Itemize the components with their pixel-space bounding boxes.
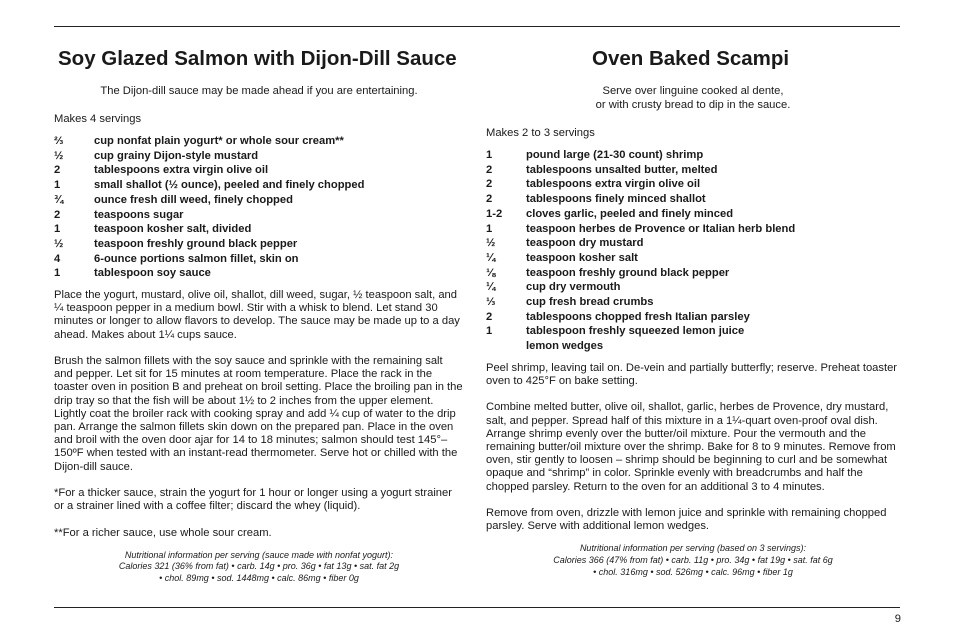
ingredient-quantity: 2 — [486, 163, 493, 176]
direction-paragraph: Brush the salmon fillets with the soy sauce and sprinkle with the remaining salt and pepper. Let sit for 15 minutes at room temperature. Place the rack in the toaster oven in position B and preheat on broil setting. Place the broiling pan in the drip tray so that the fish will be about 1½ to 2 inches from the upper element. Lightly coat the broiler rack with cooking spray and add ¼ cup of water to the drip pan. Arrange the salmon fillets skin down on the prepared pan. Place in the oven and broil with the oven door ajar for 14 to 18 minutes; salmon should test 145°–150ºF when tested with an instant-read thermometer. Serve hot or chilled with the Dijon-dill sauce. — [54, 355, 463, 473]
ingredient-quantity: ¼ — [486, 281, 496, 294]
ingredient-row — [486, 266, 900, 281]
ingredient-text: teaspoons sugar — [94, 208, 184, 221]
ingredient-row — [486, 295, 900, 310]
scampi-recipe-intro — [486, 84, 900, 112]
ingredient-quantity: ¾ — [54, 193, 64, 206]
ingredient-quantity: 1 — [486, 325, 493, 338]
ingredient-text: teaspoon dry mustard — [526, 237, 644, 250]
ingredient-row — [486, 251, 900, 266]
ingredient-quantity: ⅛ — [486, 266, 496, 279]
ingredient-text: tablespoon freshly squeezed lemon juice — [526, 325, 745, 338]
ingredient-quantity: 1 — [54, 267, 61, 280]
direction-paragraph: Remove from oven, drizzle with lemon juice and sprinkle with remaining chopped parsley. Serve with additional lemon wedges. — [486, 507, 887, 533]
ingredient-text: cloves garlic, peeled and finely minced — [526, 207, 734, 220]
scampi-directions — [486, 362, 900, 534]
page-number: 9 — [894, 613, 901, 625]
salmon-ingredient-list — [54, 134, 464, 281]
ingredient-quantity: ⅓ — [486, 296, 496, 309]
ingredient-text: cup nonfat plain yogurt* or whole sour cream** — [94, 135, 344, 147]
ingredient-quantity: 2 — [486, 310, 493, 323]
nutrition-line: • chol. 316mg • sod. 526mg • calc. 96mg • fiber 1g — [593, 566, 793, 577]
ingredient-quantity: 1 — [54, 179, 61, 192]
nutrition-line: • chol. 89mg • sod. 1448mg • calc. 86mg • fiber 0g — [159, 573, 359, 584]
ingredient-quantity: 2 — [486, 178, 493, 191]
scampi-intro-line: Serve over linguine cooked al dente, — [602, 85, 784, 97]
ingredient-row — [486, 310, 900, 325]
ingredient-text: tablespoons unsalted butter, melted — [526, 163, 718, 176]
ingredient-quantity: ½ — [486, 237, 496, 250]
salmon-recipe-intro — [54, 84, 464, 98]
ingredient-quantity: ½ — [54, 149, 64, 162]
ingredient-row — [54, 149, 464, 164]
ingredient-text: teaspoon kosher salt, divided — [94, 223, 252, 236]
nutrition-line: Nutritional information per serving (sauce made with nonfat yogurt): — [124, 549, 394, 560]
ingredient-text: cup fresh bread crumbs — [526, 296, 654, 309]
ingredient-row — [486, 148, 900, 163]
ingredient-row — [54, 237, 464, 252]
direction-paragraph: Combine melted butter, olive oil, shallot, garlic, herbes de Provence, dry mustard, salt, and pepper. Spread half of this mixture in a 1¼-quart oven-proof oval dish. Arrange shrimp evenly over the butter/oil mixture. Pour the vermouth and the remaining butter/oil mixture over the shrimp. Bake for 8 to 9 minutes. Remove from oven, stir gently to loosen – shrimp should be beginning to curl and be somewhat opaque and “shrimp” in color. Sprinkle evenly with breadcrumbs and half the chopped parsley. Return to the oven for an additional 3 to 4 minutes. — [486, 401, 896, 493]
salmon-nutrition-info — [54, 550, 464, 585]
ingredient-text: small shallot (½ ounce), peeled and finely chopped — [94, 179, 365, 192]
ingredient-text: lemon wedges — [526, 340, 604, 353]
ingredient-text: tablespoons extra virgin olive oil — [526, 178, 701, 191]
ingredient-text: teaspoon kosher salt — [526, 251, 638, 264]
salmon-yield: Makes 4 servings — [54, 113, 142, 125]
ingredient-quantity: ⅔ — [54, 135, 64, 147]
ingredient-quantity: 1-2 — [486, 207, 503, 220]
ingredient-quantity: 1 — [486, 222, 493, 235]
ingredient-row — [486, 163, 900, 178]
ingredient-row — [486, 339, 900, 354]
nutrition-line: Calories 366 (47% from fat) • carb. 11g • pro. 34g • fat 19g • sat. fat 6g — [553, 555, 833, 566]
ingredient-row — [54, 163, 464, 178]
ingredient-row — [54, 193, 464, 208]
ingredient-row — [486, 207, 900, 222]
scampi-recipe — [486, 46, 900, 578]
ingredient-quantity: 4 — [54, 252, 61, 265]
ingredient-row — [486, 236, 900, 251]
direction-paragraph: Place the yogurt, mustard, olive oil, shallot, dill weed, sugar, ½ teaspoon salt, and ¼ teaspoon pepper in a medium bowl. Stir with a whisk to blend. Let stand 30 minutes or longer to allow flavors to develop. The sauce may be made up to a day ahead. Makes about 1¼ cups sauce. — [54, 289, 460, 341]
ingredient-text: tablespoons finely minced shallot — [526, 193, 706, 206]
salmon-directions — [54, 289, 464, 540]
scampi-yield: Makes 2 to 3 servings — [486, 127, 595, 139]
ingredient-row — [54, 222, 464, 237]
footnote-paragraph: **For a richer sauce, use whole sour cream. — [54, 526, 272, 539]
scampi-ingredient-list — [486, 148, 900, 354]
ingredient-row — [486, 192, 900, 207]
ingredient-row — [54, 134, 464, 149]
nutrition-line: Nutritional information per serving (based on 3 servings): — [579, 543, 807, 554]
ingredient-text: 6-ounce portions salmon fillet, skin on — [94, 252, 299, 265]
ingredient-row — [54, 178, 464, 193]
ingredient-quantity: 1 — [54, 223, 61, 236]
scampi-nutrition-info — [486, 543, 900, 578]
ingredient-quantity: ¼ — [486, 251, 496, 264]
ingredient-text: ounce fresh dill weed, finely chopped — [94, 193, 293, 206]
ingredient-row — [54, 208, 464, 223]
nutrition-line: Calories 321 (36% from fat) • carb. 14g • pro. 36g • fat 13g • sat. fat 2g — [118, 561, 400, 572]
ingredient-text: pound large (21-30 count) shrimp — [526, 149, 704, 161]
scampi-intro-line: or with crusty bread to dip in the sauce. — [595, 99, 791, 111]
ingredient-quantity: 2 — [54, 164, 61, 177]
ingredient-quantity: 2 — [54, 208, 61, 221]
direction-paragraph: Peel shrimp, leaving tail on. De-vein and partially butterfly; reserve. Preheat toaster oven to 425°F on bake setting. — [486, 361, 898, 388]
ingredient-text: teaspoon freshly ground black pepper — [94, 237, 298, 250]
top-rule — [54, 26, 900, 27]
salmon-intro-line: The Dijon-dill sauce may be made ahead if you are entertaining. — [100, 85, 418, 97]
ingredient-row — [54, 252, 464, 267]
ingredient-text: cup dry vermouth — [526, 281, 621, 294]
ingredient-row — [486, 222, 900, 237]
ingredient-row — [486, 280, 900, 295]
ingredient-quantity: ½ — [54, 237, 64, 250]
ingredient-row — [54, 266, 464, 281]
ingredient-text: teaspoon freshly ground black pepper — [526, 266, 730, 279]
salmon-recipe — [54, 46, 464, 585]
ingredient-quantity — [486, 339, 526, 354]
scampi-recipe-title: Oven Baked Scampi — [592, 47, 790, 70]
salmon-recipe-title: Soy Glazed Salmon with Dijon-Dill Sauce — [58, 47, 457, 70]
ingredient-row — [486, 177, 900, 192]
ingredient-text: tablespoon soy sauce — [94, 267, 211, 280]
ingredient-text: teaspoon herbes de Provence or Italian herb blend — [526, 222, 796, 235]
ingredient-quantity: 2 — [486, 193, 493, 206]
bottom-rule — [54, 607, 900, 608]
ingredient-text: tablespoons extra virgin olive oil — [94, 164, 269, 177]
ingredient-text: tablespoons chopped fresh Italian parsley — [526, 310, 750, 323]
ingredient-quantity: 1 — [486, 149, 493, 161]
footnote-paragraph: *For a thicker sauce, strain the yogurt for 1 hour or longer using a yogurt strainer or a strainer lined with a coffee filter; discard the whey (liquid). — [54, 487, 452, 513]
ingredient-row — [486, 324, 900, 339]
ingredient-text: cup grainy Dijon-style mustard — [94, 149, 259, 162]
